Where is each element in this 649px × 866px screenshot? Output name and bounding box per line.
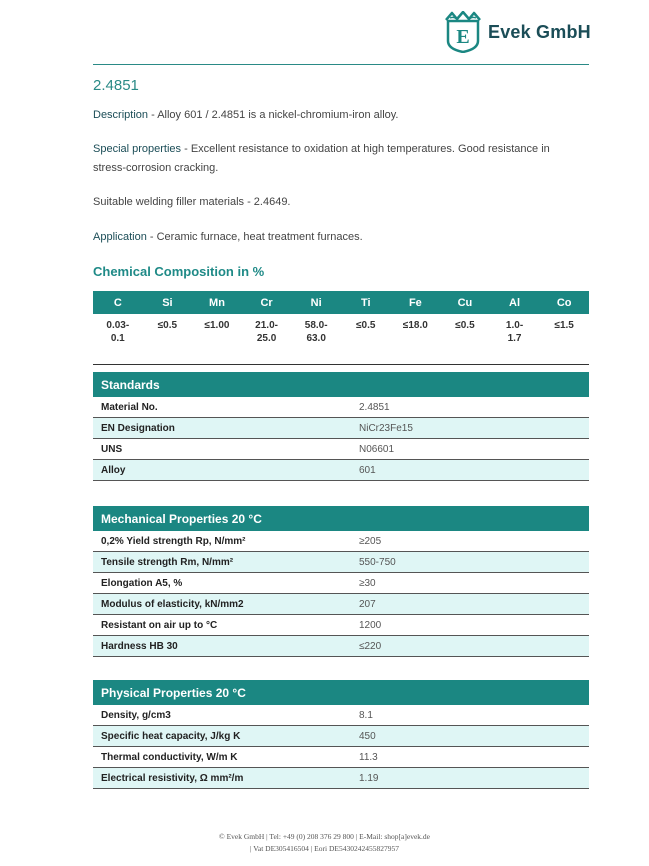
table-row xyxy=(93,768,589,789)
table-row xyxy=(93,531,589,552)
element-header: Mn xyxy=(192,291,242,314)
row-key: EN Designation xyxy=(93,418,349,439)
table-row xyxy=(93,418,589,439)
table-row xyxy=(93,747,589,768)
special-properties-label: Special properties xyxy=(93,143,182,155)
table-row xyxy=(93,573,589,594)
header-divider xyxy=(93,64,589,65)
row-key: Electrical resistivity, Ω mm²/m xyxy=(93,768,349,789)
row-value: 450 xyxy=(349,726,589,747)
table-row xyxy=(93,615,589,636)
application-paragraph xyxy=(93,228,585,247)
element-header: C xyxy=(93,291,143,314)
row-value: ≥30 xyxy=(349,573,589,594)
row-value: 550-750 xyxy=(349,552,589,573)
table-row xyxy=(93,460,589,481)
standards-title: Standards xyxy=(93,372,589,397)
physical-properties-table xyxy=(93,705,589,789)
element-header: Cr xyxy=(242,291,292,314)
brand-logo xyxy=(444,11,591,53)
table-row xyxy=(93,439,589,460)
element-value: 21.0- 25.0 xyxy=(242,314,292,365)
element-header: Al xyxy=(490,291,540,314)
chemical-composition-table xyxy=(93,291,589,365)
brand-name: Evek GmbH xyxy=(488,21,591,42)
element-value: ≤0.5 xyxy=(440,314,490,365)
table-row xyxy=(93,705,589,726)
table-row xyxy=(93,726,589,747)
element-value: ≤0.5 xyxy=(143,314,193,365)
row-value: 207 xyxy=(349,594,589,615)
mechanical-properties-title: Mechanical Properties 20 °C xyxy=(93,506,589,531)
row-key: Modulus of elasticity, kN/mm2 xyxy=(93,594,349,615)
description-label: Description xyxy=(93,109,149,121)
row-value: 11.3 xyxy=(349,747,589,768)
row-value: N06601 xyxy=(349,439,589,460)
element-value: ≤18.0 xyxy=(391,314,441,365)
row-key: Tensile strength Rm, N/mm² xyxy=(93,552,349,573)
row-value: 601 xyxy=(349,460,589,481)
element-header: Si xyxy=(143,291,193,314)
row-key: Resistant on air up to °C xyxy=(93,615,349,636)
row-key: Alloy xyxy=(93,460,349,481)
chemical-composition-title: Chemical Composition in % xyxy=(93,264,265,279)
crest-e-logo-icon xyxy=(444,11,482,53)
svg-text:E: E xyxy=(456,26,470,48)
special-properties-text: - Excellent resistance to oxidation at high temperatures. Good resistance in stress-corrosion cracking. xyxy=(93,143,550,174)
row-value: ≤220 xyxy=(349,636,589,657)
row-key: UNS xyxy=(93,439,349,460)
physical-properties-title: Physical Properties 20 °C xyxy=(93,680,589,705)
row-key: 0,2% Yield strength Rp, N/mm² xyxy=(93,531,349,552)
element-value: 1.0- 1.7 xyxy=(490,314,540,365)
row-value: ≥205 xyxy=(349,531,589,552)
row-key: Material No. xyxy=(93,397,349,418)
row-key: Elongation A5, % xyxy=(93,573,349,594)
element-value: ≤0.5 xyxy=(341,314,391,365)
element-header: Ti xyxy=(341,291,391,314)
standards-section xyxy=(93,372,589,481)
page-title: 2.4851 xyxy=(93,77,139,94)
welding-paragraph xyxy=(93,193,585,212)
chemical-value-row xyxy=(93,314,589,365)
table-row xyxy=(93,594,589,615)
element-header: Cu xyxy=(440,291,490,314)
row-value: 1200 xyxy=(349,615,589,636)
element-header: Co xyxy=(539,291,589,314)
application-text: - Ceramic furnace, heat treatment furnaces. xyxy=(146,231,363,243)
row-value: 1.19 xyxy=(349,768,589,789)
standards-table xyxy=(93,397,589,481)
application-label: Application xyxy=(93,231,147,243)
mechanical-properties-section xyxy=(93,506,589,657)
table-row xyxy=(93,552,589,573)
physical-properties-section xyxy=(93,680,589,789)
row-key: Density, g/cm3 xyxy=(93,705,349,726)
footer-vat-line: | Vat DE305416504 | Eori DE5430242455827957 xyxy=(250,844,399,853)
row-key: Thermal conductivity, W/m K xyxy=(93,747,349,768)
footer-contact-line: © Evek GmbH | Tel: +49 (0) 208 376 29 800 | E-Mail: shop[a]evek.de xyxy=(219,832,430,841)
element-value: 0.03- 0.1 xyxy=(93,314,143,365)
chemical-header-row xyxy=(93,291,589,314)
element-value: ≤1.00 xyxy=(192,314,242,365)
mechanical-properties-table xyxy=(93,531,589,657)
description-paragraph xyxy=(93,106,585,125)
element-header: Fe xyxy=(391,291,441,314)
row-key: Specific heat capacity, J/kg K xyxy=(93,726,349,747)
table-row xyxy=(93,397,589,418)
special-properties-paragraph xyxy=(93,140,585,178)
row-key: Hardness HB 30 xyxy=(93,636,349,657)
row-value: 2.4851 xyxy=(349,397,589,418)
page-footer xyxy=(0,831,649,855)
element-value: 58.0- 63.0 xyxy=(291,314,341,365)
welding-text: Suitable welding filler materials - 2.4649. xyxy=(93,196,291,208)
row-value: 8.1 xyxy=(349,705,589,726)
description-text: - Alloy 601 / 2.4851 is a nickel-chromium-iron alloy. xyxy=(148,109,399,121)
element-value: ≤1.5 xyxy=(539,314,589,365)
row-value: NiCr23Fe15 xyxy=(349,418,589,439)
table-row xyxy=(93,636,589,657)
element-header: Ni xyxy=(291,291,341,314)
